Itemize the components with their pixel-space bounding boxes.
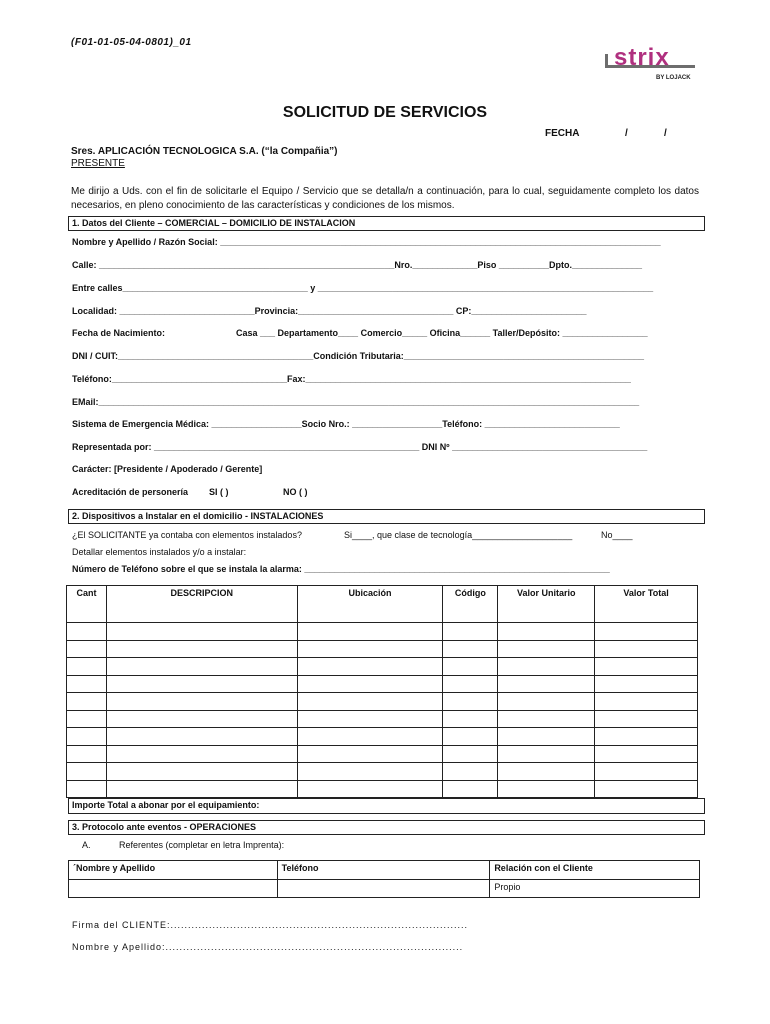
referentes-table: [68, 860, 700, 898]
acreditacion-no-option[interactable]: NO ( ): [283, 487, 308, 497]
col-relacion: Relación con el Cliente: [490, 861, 700, 880]
table-row[interactable]: [67, 780, 698, 798]
telefono-alarma-field[interactable]: Número de Teléfono sobre el que se instala la alarma: _____________________________________________________________: [72, 564, 610, 574]
svg-text:BY LOJACK: BY LOJACK: [656, 75, 691, 81]
nombre-field[interactable]: Nombre y Apellido / Razón Social: ________________________________________________________________________________________: [72, 237, 661, 247]
email-field[interactable]: EMail:____________________________________________________________________________________________________________: [72, 397, 640, 407]
col-ubicacion: Ubicación: [297, 586, 443, 623]
table-row[interactable]: [67, 675, 698, 693]
intro-paragraph: Me dirijo a Uds. con el fin de solicitarle el Equipo / Servicio que se detalla/n a continuación, para lo cual, seguidamente completo los datos necesarios, en pleno conocimiento de las características y condiciones de los mismos.: [71, 186, 699, 211]
localidad-field[interactable]: Localidad: ___________________________Provincia:_______________________________ CP:_______________________: [72, 306, 587, 316]
col-nombre-apellido: ´Nombre y Apellido: [69, 861, 278, 880]
representada-field[interactable]: Representada por: _____________________________________________________ DNI Nº _______________________________________: [72, 442, 648, 452]
equipment-header-row: [67, 586, 698, 623]
table-row[interactable]: [67, 728, 698, 746]
detallar-label: Detallar elementos instalados y/o a instalar:: [72, 547, 247, 557]
tipo-inmueble-field[interactable]: Casa ___ Departamento____ Comercio_____ Oficina______ Taller/Depósito: _________________: [236, 328, 648, 338]
fecha-sep-1: /: [625, 128, 628, 139]
form-code: (F01-01-05-04-0801)_01: [71, 37, 192, 48]
table-row[interactable]: [67, 710, 698, 728]
table-row[interactable]: [67, 693, 698, 711]
referentes-header-row: [69, 861, 700, 880]
col-valor-total: Valor Total: [595, 586, 698, 623]
col-descripcion: DESCRIPCION: [106, 586, 297, 623]
col-telefono: Teléfono: [277, 861, 490, 880]
ya-contaba-no-option[interactable]: No____: [601, 530, 633, 540]
nombre-firma-field[interactable]: Nombre y Apellido:.....................................................................................: [72, 942, 464, 952]
telefono-fax-field[interactable]: Teléfono:___________________________________Fax:_________________________________________________________________: [72, 374, 631, 384]
importe-total-row: Importe Total a abonar por el equipamiento:: [68, 798, 705, 814]
emergencia-field[interactable]: Sistema de Emergencia Médica: __________________Socio Nro.: __________________Teléfono: ___________________________: [72, 419, 620, 429]
referente-telefono-cell[interactable]: [277, 880, 490, 898]
firma-cliente-field[interactable]: Firma del CLIENTE:.....................................................................................: [72, 920, 469, 930]
ya-contaba-question: ¿El SOLICITANTE ya contaba con elementos instalados?: [72, 530, 302, 540]
presente: PRESENTE: [71, 158, 125, 169]
addressee: Sres. APLICACIÓN TECNOLOGICA S.A. (“la Compañia”): [71, 146, 338, 157]
dni-cuit-field[interactable]: DNI / CUIT:_______________________________________Condición Tributaria:________________________________________________: [72, 351, 644, 361]
section-1-header: 1. Datos del Cliente – COMERCIAL – DOMICILIO DE INSTALACION: [68, 216, 705, 231]
acreditacion-label: Acreditación de personería: [72, 487, 189, 497]
table-row[interactable]: [67, 745, 698, 763]
page-title: SOLICITUD DE SERVICIOS: [282, 104, 488, 121]
fecha-sep-2: /: [664, 128, 667, 139]
entre-calles-field[interactable]: Entre calles_____________________________________ y ___________________________________________________________________: [72, 283, 654, 293]
table-row[interactable]: [67, 640, 698, 658]
svg-text:strix: strix: [614, 44, 670, 71]
acreditacion-si-option[interactable]: SI ( ): [209, 487, 229, 497]
caracter-label: Carácter: [Presidente / Apoderado / Gerente]: [72, 464, 263, 474]
ya-contaba-si-option[interactable]: Si____, que clase de tecnología____________________: [344, 530, 573, 540]
table-row[interactable]: [67, 658, 698, 676]
fecha-nacimiento-label: Fecha de Nacimiento:: [72, 328, 166, 338]
col-cant: Cant: [67, 586, 107, 623]
col-valor-unitario: Valor Unitario: [498, 586, 595, 623]
table-row[interactable]: [69, 880, 700, 898]
referente-relacion-cell[interactable]: Propio: [490, 880, 700, 898]
fecha-label: FECHA: [545, 128, 580, 139]
table-row[interactable]: [67, 623, 698, 641]
calle-field[interactable]: Calle: ___________________________________________________________Nro._____________Piso __________Dpto.______________: [72, 260, 643, 270]
referentes-label: Referentes (completar en letra Imprenta):: [119, 840, 285, 850]
equipment-table: [66, 585, 698, 798]
col-codigo: Código: [443, 586, 498, 623]
strix-logo: [604, 44, 696, 86]
table-row[interactable]: [67, 763, 698, 781]
referente-nombre-cell[interactable]: [69, 880, 278, 898]
section-2-header: 2. Dispositivos a Instalar en el domicilio - INSTALACIONES: [68, 509, 705, 524]
item-a-letter: A.: [82, 840, 91, 850]
section-3-header: 3. Protocolo ante eventos - OPERACIONES: [68, 820, 705, 835]
